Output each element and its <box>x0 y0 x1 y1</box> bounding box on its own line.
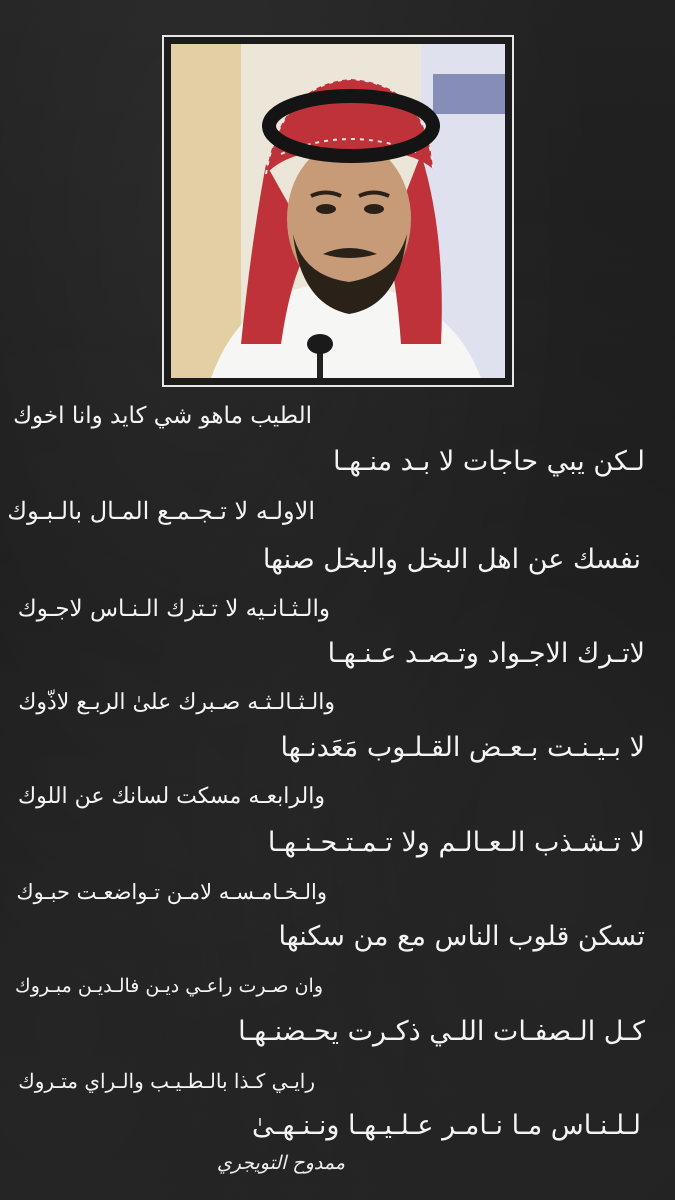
verse-7-first: وان صـرت راعـي ديـن فالـديـن مبـروك <box>15 975 323 997</box>
verse-4-second: لا بـيـنـت بـعـض القـلـوب مَعَدنـها <box>280 732 645 763</box>
verse-8-first: رايـي كـذا بالـطـيـب والـراي متـروك <box>18 1069 315 1093</box>
verse-6-second: تسكن قلوب الناس مع من سكنها <box>278 921 645 952</box>
verse-6-first: والـخـامـسـه لامـن تـواضعـت حبـوك <box>16 880 327 904</box>
verse-1-second: لـكن يبي حاجات لا بـد منـهـا <box>332 446 645 477</box>
verse-7-second: كـل الـصفـات اللـي ذكـرت يحـضنـهـا <box>238 1016 645 1047</box>
verse-4-first: والـثـالـثـه صـبرك علىٰ الربـع لاذّوك <box>18 690 335 715</box>
verse-2-first: الاولـه لا تـجـمـع المـال بالـبـوك <box>7 497 315 525</box>
verse-1-first: الطيب ماهو شي كايد وانا اخوك <box>13 403 312 429</box>
verse-5-first: والرابعـه مسكت لسانك عن اللوك <box>18 784 325 809</box>
verse-5-second: لا تـشـذب الـعـالـم ولا تـمـتـحـنـهـا <box>267 827 645 858</box>
verse-2-second: نفسك عن اهل البخل والبخل صنها <box>262 544 641 575</box>
verse-3-first: والـثـانـيه لا تـترك الـنـاس لاجـوك <box>17 596 330 622</box>
verse-8-second: لـلـنـاس مـا نـامـر عـلـيـهـا ونـنـهـىٰ <box>252 1110 641 1141</box>
poet-signature: ممدوح التويجري <box>216 1152 345 1174</box>
verse-3-second: لاتـرك الاجـواد وتـصـد عـنـهـا <box>327 638 645 669</box>
